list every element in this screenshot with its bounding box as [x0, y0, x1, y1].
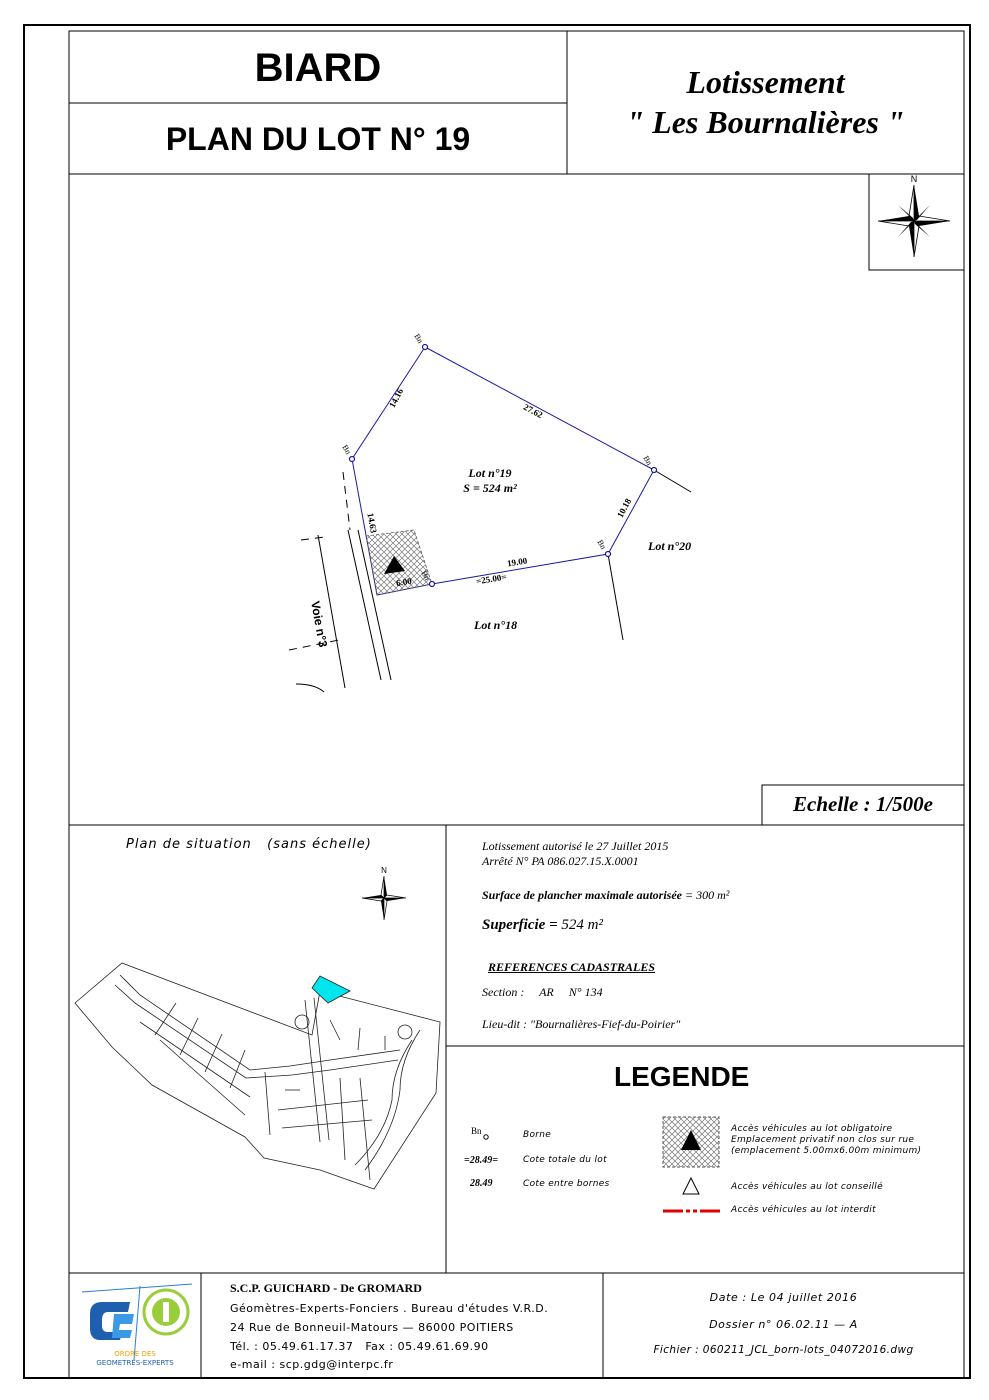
- logo-text-2: GEOMETRES-EXPERTS: [96, 1359, 174, 1367]
- cadastre-section: Section : AR N° 134: [482, 985, 603, 999]
- commune-title: BIARD: [254, 46, 382, 90]
- plan-date: Date : Le 04 juillet 2016: [709, 1291, 858, 1304]
- borne-marker: Bn: [340, 443, 353, 456]
- borne-marker: Bn: [419, 569, 432, 582]
- authorisation-date: Lotissement autorisé le 27 Juillet 2015: [482, 839, 669, 853]
- lieu-dit: Lieu-dit : "Bournalières-Fief-du-Poirier": [482, 1017, 681, 1031]
- legend-label-total: Cote totale du lot: [523, 1155, 607, 1165]
- dim-total-front: =25.00=: [475, 571, 508, 587]
- plan-title: PLAN DU LOT N° 19: [165, 121, 471, 157]
- situation-map: [75, 963, 440, 1189]
- project-line-1: Lotissement: [686, 64, 845, 100]
- legend-symbol-borne: Bn: [471, 1126, 482, 1136]
- legend-label-borne: Borne: [523, 1130, 552, 1140]
- dim-14-16: 14.16: [386, 386, 406, 410]
- dim-27-62: 27.62: [521, 401, 545, 421]
- firm-line-4: e-mail : scp.gdg@interpc.fr: [230, 1358, 394, 1371]
- borne-marker: Bn: [641, 454, 654, 467]
- borne-marker: Bn: [412, 332, 425, 345]
- neighbor-lot-20: Lot n°20: [648, 539, 692, 553]
- legend-access-mandatory-1: Accès véhicules au lot obligatoire: [731, 1124, 893, 1134]
- compass-north-label: N: [381, 866, 387, 875]
- dim-19-00: 19.00: [506, 555, 528, 569]
- compass-icon: [869, 174, 964, 270]
- file-name: Fichier : 060211_JCL_born-lots_04072016.dwg: [653, 1344, 914, 1356]
- legend-access-advised: Accès véhicules au lot conseillé: [731, 1182, 883, 1192]
- logo-text-1: ORDRE DES: [114, 1350, 156, 1358]
- compass-north-label: N: [910, 174, 918, 184]
- legend-access-forbidden: Accès véhicules au lot interdit: [731, 1205, 876, 1215]
- lot-label: Lot n°19: [468, 466, 512, 480]
- scale-label: Echelle : 1/500e: [793, 792, 933, 816]
- firm-line-2: 24 Rue de Bonneuil-Matours — 86000 POITIERS: [230, 1321, 514, 1334]
- dim-14-63: 14.63: [365, 512, 379, 534]
- area-label: Superficie =: [482, 917, 562, 933]
- firm-logo: [72, 1280, 198, 1372]
- legend-advised-triangle: [683, 1178, 699, 1194]
- legend-symbol-between: 28.49: [470, 1178, 493, 1189]
- firm-line-1: Géomètres-Experts-Fonciers . Bureau d'études V.R.D.: [230, 1302, 549, 1315]
- arrete-number: Arrêté N° PA 086.027.15.X.0001: [482, 854, 639, 868]
- firm-name: S.C.P. GUICHARD - De GROMARD: [230, 1281, 422, 1295]
- legend-access-mandatory-2: Emplacement privatif non clos sur rue: [731, 1135, 915, 1145]
- road-label: Voie n°3: [308, 600, 331, 649]
- legend-symbol-total: =28.49=: [464, 1155, 498, 1166]
- legend-access-mandatory-3: (emplacement 5.00mx6.00m minimum): [731, 1146, 922, 1156]
- legend-title: LEGENDE: [614, 1061, 750, 1092]
- floor-area-value: = 300 m²: [682, 888, 730, 902]
- legend-label-between: Cote entre bornes: [523, 1179, 610, 1189]
- compass-icon: [359, 868, 409, 920]
- situation-title: Plan de situation (sans échelle): [126, 837, 372, 852]
- floor-area-label: Surface de plancher maximale autorisée: [482, 888, 682, 902]
- neighbor-lot-18: Lot n°18: [474, 618, 518, 632]
- dossier-number: Dossier n° 06.02.11 — A: [709, 1318, 858, 1331]
- situation-compass: [359, 868, 409, 920]
- cadastre-title: REFERENCES CADASTRALES: [488, 960, 656, 974]
- dim-10-18: 10.18: [614, 496, 634, 520]
- compass-rose: [869, 174, 964, 270]
- dim-6-00: 6.00: [395, 575, 413, 589]
- borne-marker: Bn: [595, 538, 608, 551]
- firm-line-3: Tél. : 05.49.61.17.37 Fax : 05.49.61.69.90: [230, 1340, 489, 1353]
- lot-area-label: S = 524 m²: [463, 481, 517, 495]
- area-value: 524 m²: [561, 917, 603, 933]
- project-line-2: " Les Bournalières ": [626, 104, 905, 140]
- situation-lot-highlight: [312, 976, 350, 1003]
